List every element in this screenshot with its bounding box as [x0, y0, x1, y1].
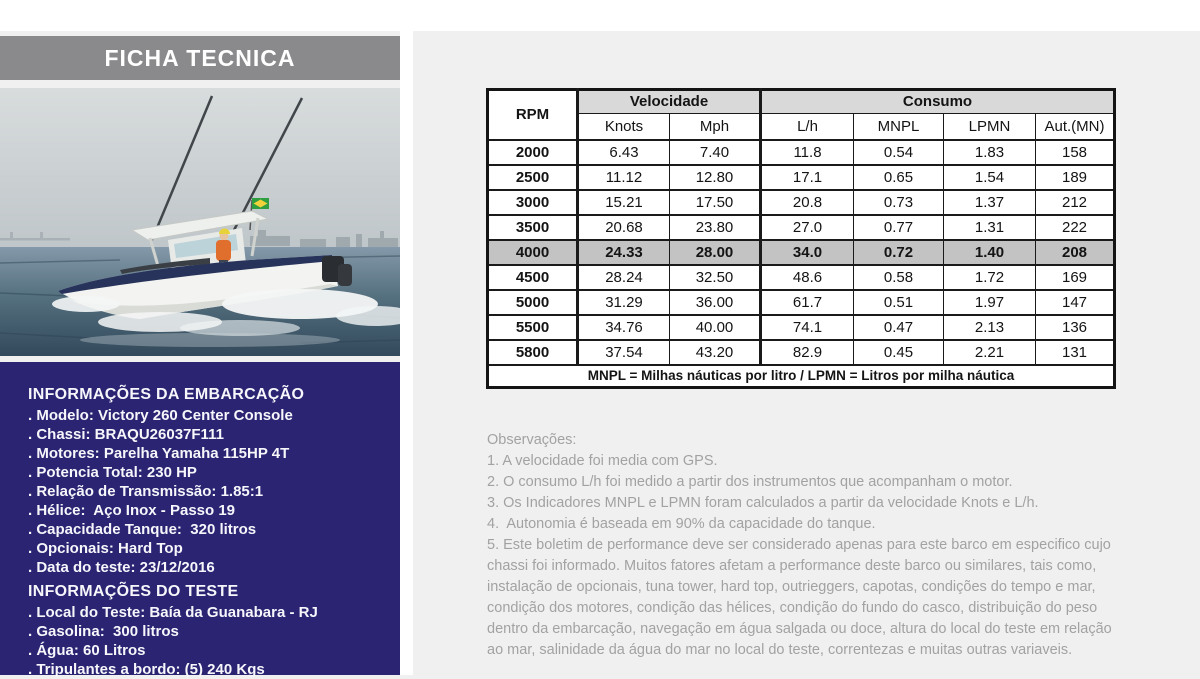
- table-cell: 11.8: [761, 140, 854, 165]
- test-info-list: [28, 603, 386, 679]
- table-cell: 34.76: [578, 315, 670, 340]
- performance-table-container: [486, 88, 1116, 389]
- spec-table: [486, 88, 1116, 389]
- boat-photo-illustration: [0, 88, 400, 356]
- table-cell: 20.8: [761, 190, 854, 215]
- table-cell: 1.72: [944, 265, 1036, 290]
- table-cell: 189: [1036, 165, 1115, 190]
- observation-line: 4. Autonomia é baseada em 90% da capacidade do tanque.: [487, 516, 876, 532]
- test-info-line: . Tripulantes a bordo: (5) 240 Kgs: [28, 661, 265, 678]
- table-cell: 17.1: [761, 165, 854, 190]
- table-row: [488, 215, 1115, 240]
- table-cell: 0.45: [854, 340, 944, 365]
- table-column-header: LPMN: [944, 114, 1036, 141]
- table-cell: 4500: [488, 265, 578, 290]
- page-title: FICHA TECNICA: [0, 36, 400, 80]
- table-cell: 2500: [488, 165, 578, 190]
- observation-line: 5. Este boletim de performance deve ser considerado apenas para este barco em especifico cujo chassi foi informado. Muitos fatores afetam a performance deste barco ou similares, tais como, instalação de opcionais, tuna tower, hard top, outrieggers, capotas, condições do tempo e mar, condição dos motores, condição das hélices, condição do fundo do casco, distribuição do peso dentro da embarcação, navegação em água salgada ou doce, altura do local do teste em relação ao mar, salinidade da água do mar no local do teste, correntezas e muitas outras variaveis.: [487, 537, 1116, 658]
- boat-info-list: [28, 406, 386, 577]
- table-cell: 1.40: [944, 240, 1036, 265]
- table-row: [488, 340, 1115, 365]
- table-group-header: Consumo: [761, 90, 1115, 114]
- boat-photo: [0, 88, 400, 356]
- observation-line: 2. O consumo L/h foi medido a partir dos instrumentos que acompanham o motor.: [487, 474, 1013, 490]
- table-cell: 32.50: [670, 265, 761, 290]
- table-cell: 15.21: [578, 190, 670, 215]
- table-cell: 169: [1036, 265, 1115, 290]
- table-row: [488, 290, 1115, 315]
- observations: [487, 430, 1115, 661]
- table-cell: 48.6: [761, 265, 854, 290]
- boat-info-line: . Capacidade Tanque: 320 litros: [28, 521, 257, 538]
- boat-info-line: . Hélice: Aço Inox - Passo 19: [28, 502, 236, 519]
- table-cell: 40.00: [670, 315, 761, 340]
- table-cell: 5500: [488, 315, 578, 340]
- table-cell: 6.43: [578, 140, 670, 165]
- table-cell: 0.58: [854, 265, 944, 290]
- table-cell: 0.77: [854, 215, 944, 240]
- table-cell: 158: [1036, 140, 1115, 165]
- table-cell: 24.33: [578, 240, 670, 265]
- column-gutter: [400, 31, 413, 675]
- table-cell: 3500: [488, 215, 578, 240]
- table-column-header: MNPL: [854, 114, 944, 141]
- table-column-header: Mph: [670, 114, 761, 141]
- table-cell: 27.0: [761, 215, 854, 240]
- boat-info-line: . Potencia Total: 230 HP: [28, 464, 197, 481]
- test-info-line: . Água: 60 Litros: [28, 642, 146, 659]
- table-column-header: L/h: [761, 114, 854, 141]
- table-row: [488, 190, 1115, 215]
- table-cell: 136: [1036, 315, 1115, 340]
- table-cell: 1.31: [944, 215, 1036, 240]
- table-cell: 74.1: [761, 315, 854, 340]
- test-info-title: INFORMAÇÕES DO TESTE: [28, 583, 239, 600]
- table-group-header: Velocidade: [578, 90, 761, 114]
- table-cell: 2000: [488, 140, 578, 165]
- table-row: [488, 140, 1115, 165]
- table-cell: 11.12: [578, 165, 670, 190]
- info-panel: [0, 362, 400, 678]
- test-info-line: . Gasolina: 300 litros: [28, 623, 179, 640]
- observations-list: [487, 451, 1115, 661]
- observation-line: 1. A velocidade foi media com GPS.: [487, 453, 718, 469]
- top-margin: [0, 0, 1200, 31]
- table-cell: 0.47: [854, 315, 944, 340]
- table-cell: 20.68: [578, 215, 670, 240]
- observations-title: Observações:: [487, 432, 577, 448]
- table-row: [488, 315, 1115, 340]
- table-cell: 17.50: [670, 190, 761, 215]
- table-cell: 222: [1036, 215, 1115, 240]
- table-cell: 31.29: [578, 290, 670, 315]
- table-cell: 5000: [488, 290, 578, 315]
- table-cell: 1.83: [944, 140, 1036, 165]
- test-info-line: . Local do Teste: Baía da Guanabara - RJ: [28, 604, 318, 621]
- table-row: [488, 265, 1115, 290]
- table-cell: 43.20: [670, 340, 761, 365]
- table-cell: 2.13: [944, 315, 1036, 340]
- boat-info-line: . Data do teste: 23/12/2016: [28, 559, 215, 576]
- boat-info-line: . Relação de Transmissão: 1.85:1: [28, 483, 264, 500]
- table-column-header: Knots: [578, 114, 670, 141]
- table-cell: 147: [1036, 290, 1115, 315]
- table-group-header: RPM: [488, 90, 578, 141]
- table-cell: 1.54: [944, 165, 1036, 190]
- table-column-header: Aut.(MN): [1036, 114, 1115, 141]
- boat-info-line: . Modelo: Victory 260 Center Console: [28, 407, 293, 424]
- table-cell: 37.54: [578, 340, 670, 365]
- table-cell: 0.54: [854, 140, 944, 165]
- table-cell: 4000: [488, 240, 578, 265]
- table-cell: 23.80: [670, 215, 761, 240]
- boat-info-line: . Chassi: BRAQU26037F111: [28, 426, 224, 443]
- table-cell: 0.72: [854, 240, 944, 265]
- table-row: [488, 165, 1115, 190]
- table-cell: 131: [1036, 340, 1115, 365]
- table-cell: 12.80: [670, 165, 761, 190]
- table-cell: 5800: [488, 340, 578, 365]
- table-cell: 0.51: [854, 290, 944, 315]
- table-cell: 208: [1036, 240, 1115, 265]
- table-footnote: MNPL = Milhas náuticas por litro / LPMN = Litros por milha náutica: [488, 365, 1115, 388]
- boat-info-line: . Motores: Parelha Yamaha 115HP 4T: [28, 445, 290, 462]
- table-cell: 1.37: [944, 190, 1036, 215]
- table-cell: 36.00: [670, 290, 761, 315]
- table-row: [488, 240, 1115, 265]
- table-cell: 61.7: [761, 290, 854, 315]
- table-cell: 28.24: [578, 265, 670, 290]
- table-cell: 1.97: [944, 290, 1036, 315]
- table-cell: 34.0: [761, 240, 854, 265]
- table-cell: 82.9: [761, 340, 854, 365]
- table-cell: 0.65: [854, 165, 944, 190]
- table-cell: 0.73: [854, 190, 944, 215]
- table-cell: 7.40: [670, 140, 761, 165]
- boat-info-title: INFORMAÇÕES DA EMBARCAÇÃO: [28, 386, 305, 403]
- table-cell: 3000: [488, 190, 578, 215]
- table-cell: 212: [1036, 190, 1115, 215]
- table-cell: 2.21: [944, 340, 1036, 365]
- observation-line: 3. Os Indicadores MNPL e LPMN foram calculados a partir da velocidade Knots e L/h.: [487, 495, 1039, 511]
- table-cell: 28.00: [670, 240, 761, 265]
- boat-info-line: . Opcionais: Hard Top: [28, 540, 183, 557]
